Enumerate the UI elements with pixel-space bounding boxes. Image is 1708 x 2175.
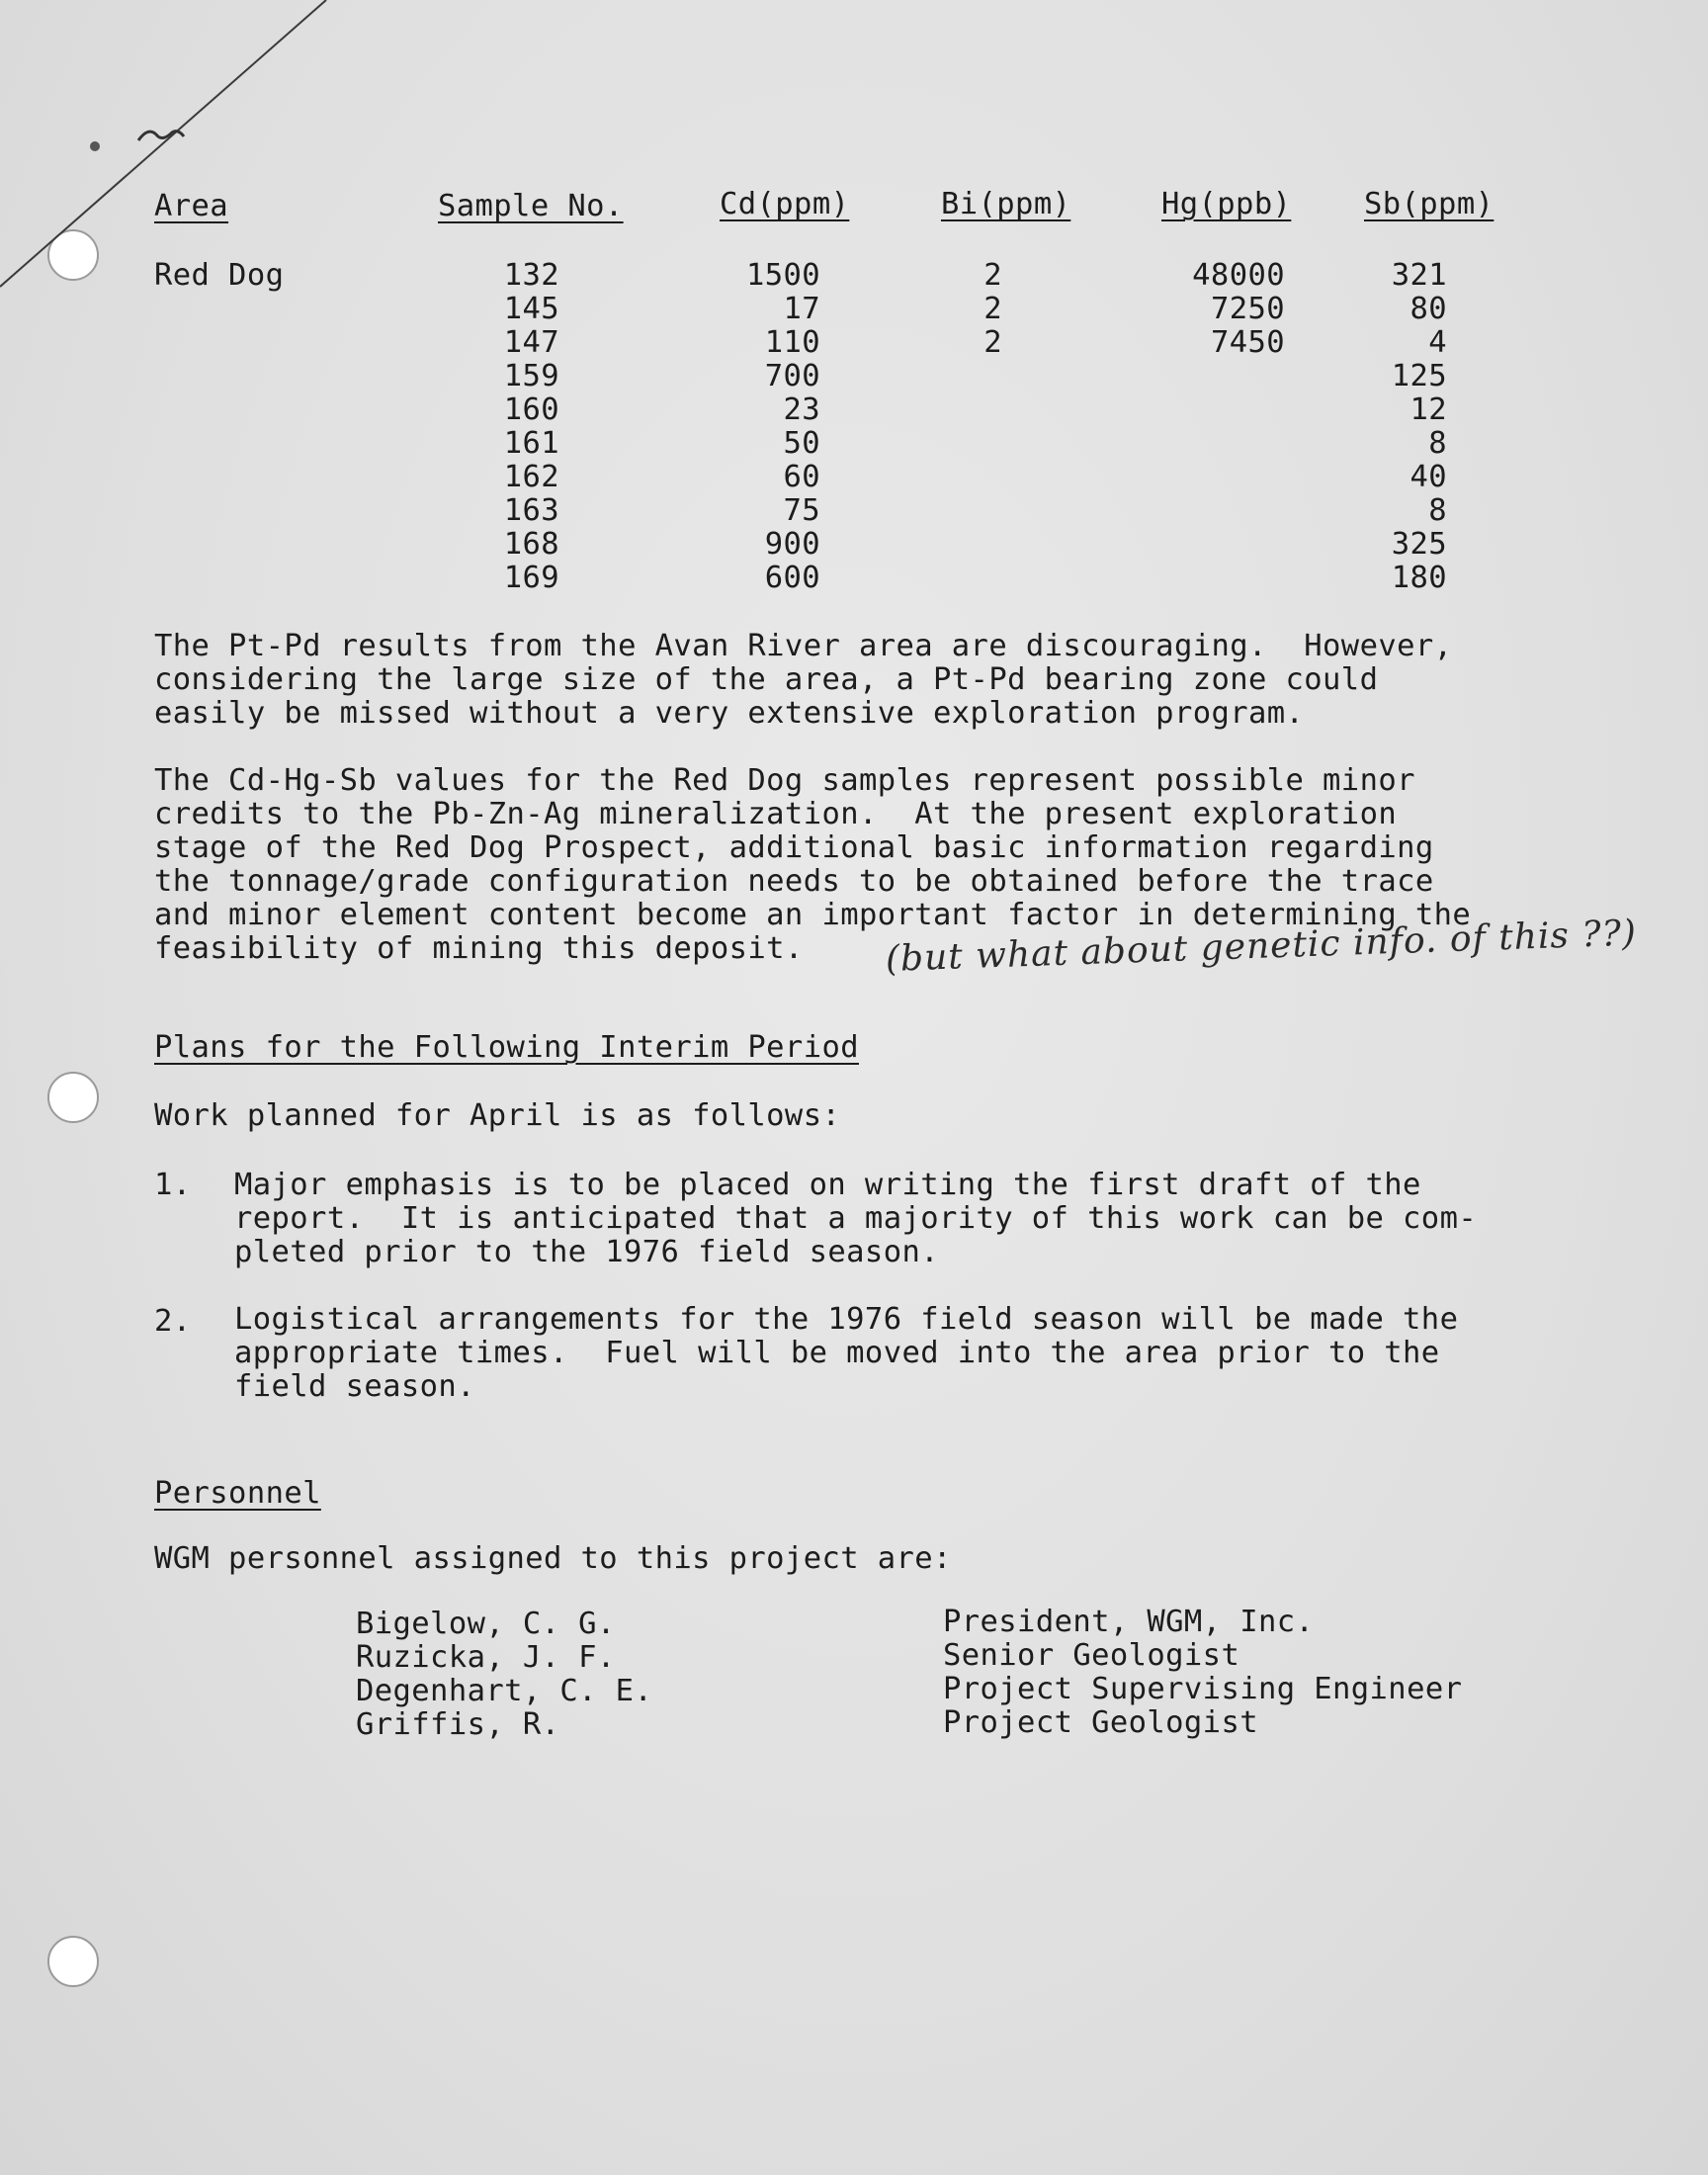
cell-cd: 60 xyxy=(783,460,820,494)
cell-sample: 168 xyxy=(503,527,559,562)
header-cd: Cd(ppm) xyxy=(720,187,850,221)
list-item-line: pleted prior to the 1976 field season. xyxy=(234,1235,939,1269)
cell-sample: 162 xyxy=(503,460,559,494)
cell-hg: 48000 xyxy=(1192,258,1285,293)
header-area: Area xyxy=(154,189,229,223)
area-red-dog: Red Dog xyxy=(154,258,285,293)
cell-sample: 161 xyxy=(503,426,559,461)
cell-sb: 8 xyxy=(1428,493,1447,528)
cell-sample: 163 xyxy=(503,493,559,528)
cell-cd: 110 xyxy=(764,325,820,360)
cell-sample: 169 xyxy=(503,561,559,595)
cell-sb: 321 xyxy=(1391,258,1447,293)
person-role: Senior Geologist xyxy=(943,1638,1240,1673)
cell-sb: 40 xyxy=(1409,460,1447,494)
section-heading-personnel: Personnel xyxy=(154,1476,321,1511)
list-number: 2. xyxy=(154,1304,192,1339)
cell-cd: 600 xyxy=(764,561,820,595)
paragraph-line: the tonnage/grade configuration needs to be obtained before the trace xyxy=(154,864,1434,899)
paragraph-line: feasibility of mining this deposit. xyxy=(154,931,804,966)
cell-sb: 4 xyxy=(1428,325,1447,360)
list-item-line: appropriate times. Fuel will be moved into the area prior to the xyxy=(234,1336,1440,1370)
personnel-intro: WGM personnel assigned to this project are: xyxy=(154,1541,952,1576)
cell-cd: 50 xyxy=(783,426,820,461)
paragraph-line: easily be missed without a very extensive exploration program. xyxy=(154,696,1305,731)
list-item-line: report. It is anticipated that a majority of this work can be com- xyxy=(234,1201,1478,1236)
cell-sample: 147 xyxy=(503,325,559,360)
paragraph-line: stage of the Red Dog Prospect, additional basic information regarding xyxy=(154,830,1434,865)
cell-cd: 23 xyxy=(783,392,820,427)
cell-cd: 900 xyxy=(764,527,820,562)
cell-sb: 80 xyxy=(1409,292,1447,326)
cell-hg: 7250 xyxy=(1210,292,1285,326)
cell-sb: 12 xyxy=(1409,392,1447,427)
cell-sb: 125 xyxy=(1391,359,1447,393)
paragraph-line: and minor element content become an important factor in determining the xyxy=(154,898,1472,932)
handwritten-note: (but what about genetic info. of this ??) xyxy=(885,913,1638,980)
cell-sample: 145 xyxy=(503,292,559,326)
punch-hole-bottom xyxy=(47,1936,99,1987)
person-name: Ruzicka, J. F. xyxy=(356,1640,616,1675)
section-heading-plans: Plans for the Following Interim Period xyxy=(154,1030,859,1065)
cell-sample: 159 xyxy=(503,359,559,393)
list-item-line: Logistical arrangements for the 1976 field season will be made the xyxy=(234,1302,1459,1337)
paragraph-line: The Cd-Hg-Sb values for the Red Dog samples represent possible minor xyxy=(154,763,1415,798)
cell-cd: 1500 xyxy=(745,258,820,293)
cell-hg: 7450 xyxy=(1210,325,1285,360)
cell-bi: 2 xyxy=(983,325,1002,360)
cell-sample: 132 xyxy=(503,258,559,293)
person-role: Project Supervising Engineer xyxy=(943,1672,1463,1706)
plans-intro: Work planned for April is as follows: xyxy=(154,1098,841,1133)
list-number: 1. xyxy=(154,1168,192,1202)
person-role: Project Geologist xyxy=(943,1705,1258,1740)
person-name: Degenhart, C. E. xyxy=(356,1674,653,1708)
cell-sb: 8 xyxy=(1428,426,1447,461)
header-sample-no: Sample No. xyxy=(438,189,624,223)
paragraph-line: The Pt-Pd results from the Avan River area are discouraging. However, xyxy=(154,629,1453,663)
header-bi: Bi(ppm) xyxy=(941,187,1071,221)
cell-cd: 75 xyxy=(783,493,820,528)
person-name: Griffis, R. xyxy=(356,1707,560,1742)
cell-bi: 2 xyxy=(983,292,1002,326)
person-role: President, WGM, Inc. xyxy=(943,1605,1315,1639)
cell-sb: 180 xyxy=(1391,561,1447,595)
cell-cd: 17 xyxy=(783,292,820,326)
cell-bi: 2 xyxy=(983,258,1002,293)
header-sb: Sb(ppm) xyxy=(1364,187,1494,221)
cell-sample: 160 xyxy=(503,392,559,427)
list-item-line: Major emphasis is to be placed on writing the first draft of the xyxy=(234,1168,1421,1202)
punch-hole-middle xyxy=(47,1072,99,1123)
person-name: Bigelow, C. G. xyxy=(356,1607,616,1641)
list-item-line: field season. xyxy=(234,1369,475,1404)
paragraph-line: credits to the Pb-Zn-Ag mineralization. At the present exploration xyxy=(154,797,1398,831)
cell-cd: 700 xyxy=(764,359,820,393)
paragraph-line: considering the large size of the area, a Pt-Pd bearing zone could xyxy=(154,662,1379,697)
header-hg: Hg(ppb) xyxy=(1161,187,1292,221)
cell-sb: 325 xyxy=(1391,527,1447,562)
